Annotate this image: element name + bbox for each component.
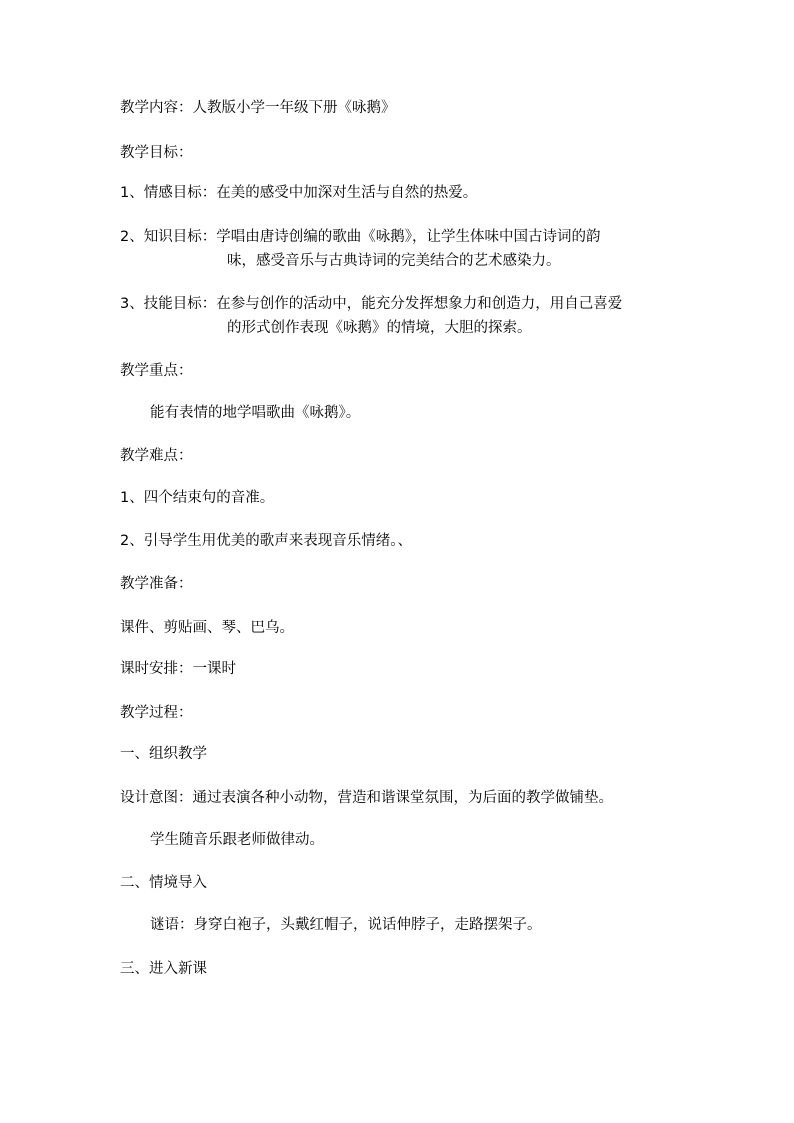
key-points-heading: 教学重点：: [120, 363, 193, 379]
difficulty-heading: 教学难点：: [120, 448, 193, 464]
riddle-text: 谜语：身穿白袍子，头戴红帽子，说话伸脖子，走路摆架子。: [150, 917, 542, 933]
lesson-content-line: 教学内容：人教版小学一年级下册《咏鹅》: [120, 100, 396, 116]
step-scenario: 二、情境导入: [120, 875, 207, 891]
preparation-text: 课件、剪贴画、琴、巴乌。: [120, 620, 294, 636]
step-new-lesson: 三、进入新课: [120, 961, 207, 977]
difficulty-item-1: 1、四个结束句的音准。: [120, 490, 275, 506]
step-organize: 一、组织教学: [120, 746, 207, 762]
goal-knowledge-line1: 2、知识目标：学唱由唐诗创编的歌曲《咏鹅》，让学生体味中国古诗词的韵: [120, 229, 601, 245]
goals-heading: 教学目标：: [120, 145, 193, 161]
design-intent: 设计意图：通过表演各种小动物，营造和谐课堂氛围，为后面的教学做铺垫。: [120, 790, 613, 806]
goal-skill-line1: 3、技能目标：在参与创作的活动中，能充分发挥想象力和创造力，用自己喜爱: [120, 296, 623, 312]
key-points-text: 能有表情的地学唱歌曲《咏鹅》。: [150, 405, 361, 421]
goal-skill-line2: 的形式创作表现《咏鹅》的情境，大胆的探索。: [227, 320, 532, 336]
difficulty-item-2: 2、引导学生用优美的歌声来表现音乐情绪。、: [120, 533, 412, 549]
step-organize-text: 学生随音乐跟老师做律动。: [150, 832, 324, 848]
goal-emotion: 1、情感目标：在美的感受中加深对生活与自然的热爱。: [120, 185, 478, 201]
schedule-line: 课时安排：一课时: [120, 661, 236, 677]
process-heading: 教学过程：: [120, 705, 193, 721]
goal-knowledge-line2: 味，感受音乐与古典诗词的完美结合的艺术感染力。: [227, 253, 561, 269]
preparation-heading: 教学准备：: [120, 576, 193, 592]
